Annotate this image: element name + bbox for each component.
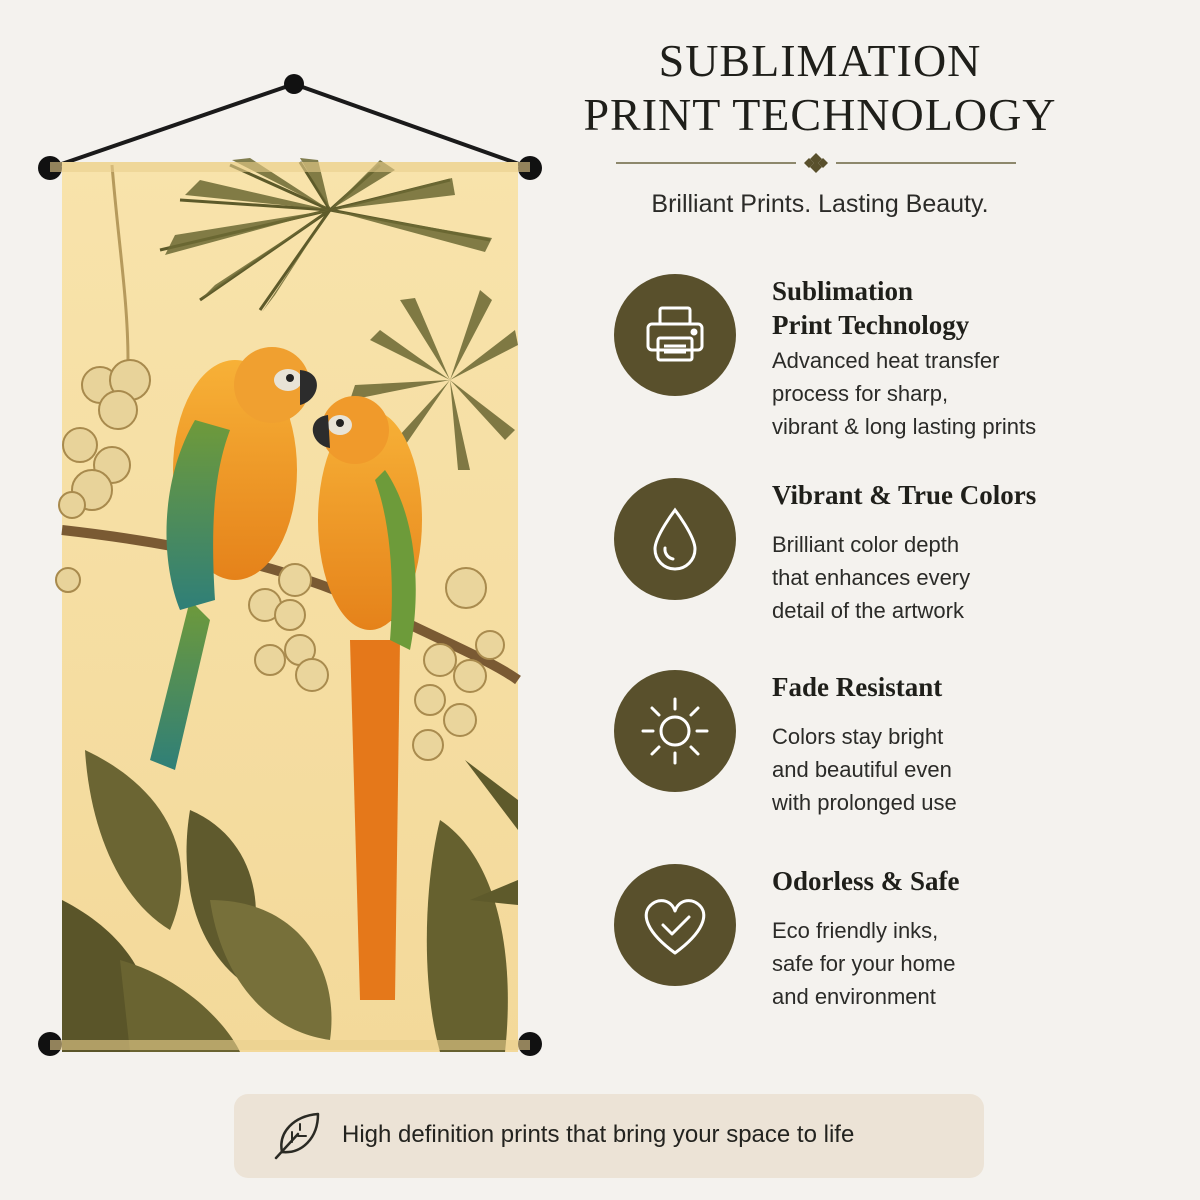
hanging-scroll-artwork	[0, 0, 600, 1100]
feature-desc-line: with prolonged use	[772, 790, 957, 815]
leaf-icon	[268, 1108, 324, 1164]
feature-sublimation	[614, 274, 1134, 439]
feature-desc-line: process for sharp,	[772, 381, 949, 406]
feature-odorless-safe	[614, 864, 1134, 1009]
feature-title-line: Vibrant & True Colors	[772, 480, 1037, 510]
feature-icon-circle	[614, 864, 736, 986]
feature-vibrant-colors	[614, 478, 1134, 623]
feature-icon-circle	[614, 274, 736, 396]
printer-icon	[640, 300, 710, 370]
title-line-2: PRINT TECHNOLOGY	[583, 89, 1057, 140]
feature-description	[772, 528, 1132, 627]
feature-desc-line: and beautiful even	[772, 757, 952, 782]
feature-description	[772, 720, 1132, 819]
feature-desc-line: Brilliant color depth	[772, 532, 960, 557]
feature-description	[772, 344, 1132, 443]
droplet-icon	[645, 504, 705, 574]
feature-desc-line: safe for your home	[772, 951, 956, 976]
ornamental-divider	[616, 148, 1016, 178]
feature-title-line: Sublimation	[772, 276, 914, 306]
feature-title	[772, 864, 1132, 898]
diamond-ornament-icon	[804, 153, 828, 173]
heart-check-icon	[635, 885, 715, 965]
sun-icon	[635, 691, 715, 771]
feature-title-line: Fade Resistant	[772, 672, 943, 702]
feature-desc-line: Colors stay bright	[772, 724, 944, 749]
parrot-scroll-illustration	[0, 0, 600, 1100]
title-line-1: SUBLIMATION	[658, 35, 982, 86]
feature-title-line: Print Technology	[772, 310, 970, 340]
feature-title	[772, 274, 1132, 342]
feature-desc-line: vibrant & long lasting prints	[772, 414, 1037, 439]
feature-icon-circle	[614, 670, 736, 792]
bottom-banner	[234, 1094, 984, 1178]
feature-title-line: Odorless & Safe	[772, 866, 960, 896]
feature-desc-line: Eco friendly inks,	[772, 918, 939, 943]
banner-text: High definition prints that bring your space to life	[342, 1121, 855, 1148]
feature-desc-line: that enhances every	[772, 565, 971, 590]
feature-description	[772, 914, 1132, 1013]
feature-title	[772, 670, 1132, 704]
subtitle: Brilliant Prints. Lasting Beauty.	[651, 190, 989, 218]
feature-desc-line: and environment	[772, 984, 936, 1009]
feature-desc-line: Advanced heat transfer	[772, 348, 1000, 373]
feature-title	[772, 478, 1132, 512]
hanging-cord	[50, 74, 530, 168]
page-title	[560, 34, 1080, 142]
feature-fade-resistant	[614, 670, 1134, 815]
feature-desc-line: detail of the artwork	[772, 598, 964, 623]
feature-icon-circle	[614, 478, 736, 600]
